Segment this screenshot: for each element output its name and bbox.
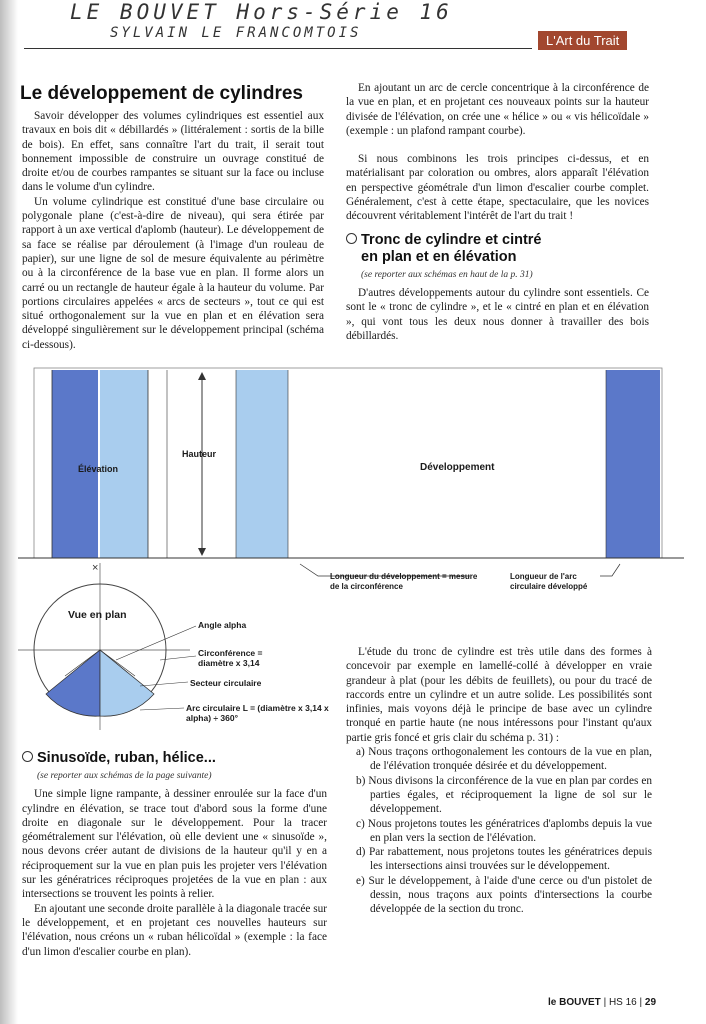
development-dark-band	[606, 370, 660, 558]
paragraph: L'étude du tronc de cylindre est très utile dans des formes à concevoir par exemple en lamellé-collé à développer en vraie grandeur à plat (pour les débits de feuillets), ou pour du tracé de raccords entre un cylindre et un autre solide. Les possibilités sont infinies, mais voyons déjà le principe de base avec un cylindre tronqué en partie haute (ne nous intéressons pour l'instant qu'aux partie gris foncé et gris clair du schéma p. 31) :	[346, 646, 652, 744]
header-rule	[24, 48, 532, 49]
section-heading-tronc: Tronc de cylindre et cintré en plan et en élévation	[346, 232, 649, 266]
label-angle-alpha: Angle alpha	[198, 620, 247, 630]
list-item: b) Nous divisons la circonférence de la vue en plan par cordes en parties égales, et réciproquement la ligne de sol sur le développement.	[356, 774, 652, 816]
list-item: c) Nous projetons toutes les génératrices d'aplombs depuis la vue en plan vers la section de l'élévation.	[356, 817, 652, 844]
handwritten-title: LE BOUVET Hors-Série 16	[70, 0, 453, 24]
list-item: a) Nous traçons orthogonalement les contours de la vue en plan, de l'élévation tronquée désirée et du développement.	[356, 746, 652, 773]
paragraph: Une simple ligne rampante, à dessiner enroulée sur la face d'un cylindre en élévation, se trace tout d'abord sous la forme d'une droite en diagonale sur le développement. Pour la tracer géométralement sur l'élévation, où elle devient une « sinusoïde », nous devons créer autant de divisions de la hauteur qu'il y en a réciproquement sur la vue en plan puis les projeter vers l'élévation sur les génératrices réciproques projetées de la vue en plan : aux intersections se trouvent les points à relier.	[22, 788, 327, 901]
label-circonference: Circonférence = diamètre x 3,14	[198, 648, 263, 668]
paragraph: En ajoutant une seconde droite parallèle à la diagonale tracée sur le développement, et en projetant ces nouvelles hauteurs sur l'élévation, nous créons un « ruban hélicoïdal » (exemple : la face d'un limon d'escalier courbe en plan).	[22, 902, 327, 958]
section-note: (se reporter aux schémas de la page suivante)	[37, 771, 212, 781]
intro-text-column	[22, 109, 324, 352]
label-elevation: Élévation	[78, 464, 119, 474]
label-longueur-developpement: Longueur du développement = mesure de la circonférence	[330, 572, 478, 591]
steps-list	[356, 745, 652, 917]
footer-brand: le BOUVET	[548, 997, 601, 1008]
page-footer: le BOUVET | HS 16 | 29	[548, 997, 657, 1008]
list-item: e) Sur le développement, à l'aide d'une cerce ou d'un pistolet de dessin, nous traçons aux points d'intersections la courbe développée de la section du tronc.	[356, 874, 652, 916]
svg-text:×: ×	[92, 562, 99, 574]
label-longueur-arc: Longueur de l'arc circulaire développé	[510, 572, 588, 591]
handwritten-author: SYLVAIN LE FRANCOMTOIS	[110, 25, 362, 41]
development-light-band	[236, 370, 288, 558]
paragraph: Un volume cylindrique est constitué d'une base circulaire ou polygonale plane (c'est-à-dire de niveau), qui sera étirée par rapport à un axe vertical d'aplomb (hauteur). Le développement de sa face se réalise par déroulement (à l'image d'un rouleau de papier), sur une ligne de sol de mesure équivalente au périmètre ou à la circonférence de la base vue en plan. Il forme alors un carré ou un rectangle de hauteur égale à la hauteur du volume. Par portions circulaires appelées « arcs de secteurs », tout ce qui est situé orthogonalement sur la vue en plan et en élévation sera développé singulièrement sur le développement principal (schéma ci-dessous).	[22, 195, 324, 351]
label-developpement: Développement	[420, 462, 495, 473]
section-badge: L'Art du Trait	[538, 31, 627, 50]
sinus-section	[22, 750, 327, 959]
footer-issue: HS 16	[608, 997, 637, 1008]
page-title: Le développement de cylindres	[20, 83, 303, 104]
tronc-steps-column	[346, 645, 652, 917]
label-hauteur: Hauteur	[182, 449, 217, 459]
list-item: d) Par rabattement, nous projetons toutes les génératrices depuis les intersections ainsi trouvées sur le développement.	[356, 846, 652, 873]
section-heading-sinus: Sinusoïde, ruban, hélice...	[22, 750, 327, 767]
page-number: 29	[644, 997, 657, 1008]
label-vue-en-plan: Vue en plan	[68, 609, 127, 621]
sector-light	[100, 650, 154, 716]
paragraph: D'autres développements autour du cylindre sont essentiels. Ce sont le « tronc de cylindre », et le « cintré en plan et en élévation », qui vont tous les deux nous donner à travailler des bois débillardés.	[346, 286, 649, 342]
label-arc-circulaire: Arc circulaire L = (diamètre x 3,14 x alpha) ÷ 360°	[186, 703, 329, 723]
paragraph: En ajoutant un arc de cercle concentrique à la circonférence de la vue en plan, et en projetant ces nouveaux points sur la hauteur divisée de l'élévation, on crée une « hélice » ou « vis hélicoïdale » (exemple : un plafond rampant courbe).	[346, 82, 649, 137]
bullet-icon	[22, 751, 33, 762]
sector-dark	[46, 650, 100, 716]
right-text-column	[346, 81, 649, 343]
bullet-icon	[346, 233, 357, 244]
section-note: (se reporter aux schémas en haut de la p. 31)	[361, 269, 533, 280]
label-secteur-circulaire: Secteur circulaire	[190, 678, 262, 688]
paragraph: Si nous combinons les trois principes ci-dessus, et en matérialisant par coloration ou ombres, alors apparaît l'élévation en perspective géométrale d'un limon d'escalier courbe complet. Généralement, c'est à cette étape, spectaculaire, que les novices découvrent véritablement l'intérêt de l'art du trait !	[346, 153, 649, 223]
paragraph: Savoir développer des volumes cylindriques est essentiel aux travaux en bois dit « débillardés » (littéralement : sortis de la bille de bois). En effet, sans connaître l'art du trait, il serait tout bonnement impossible de construire un ouvrage constitué de droite et/ou de courbes rampantes se situant sur la face ou incluse dans le volume d'un cylindre.	[22, 110, 324, 194]
